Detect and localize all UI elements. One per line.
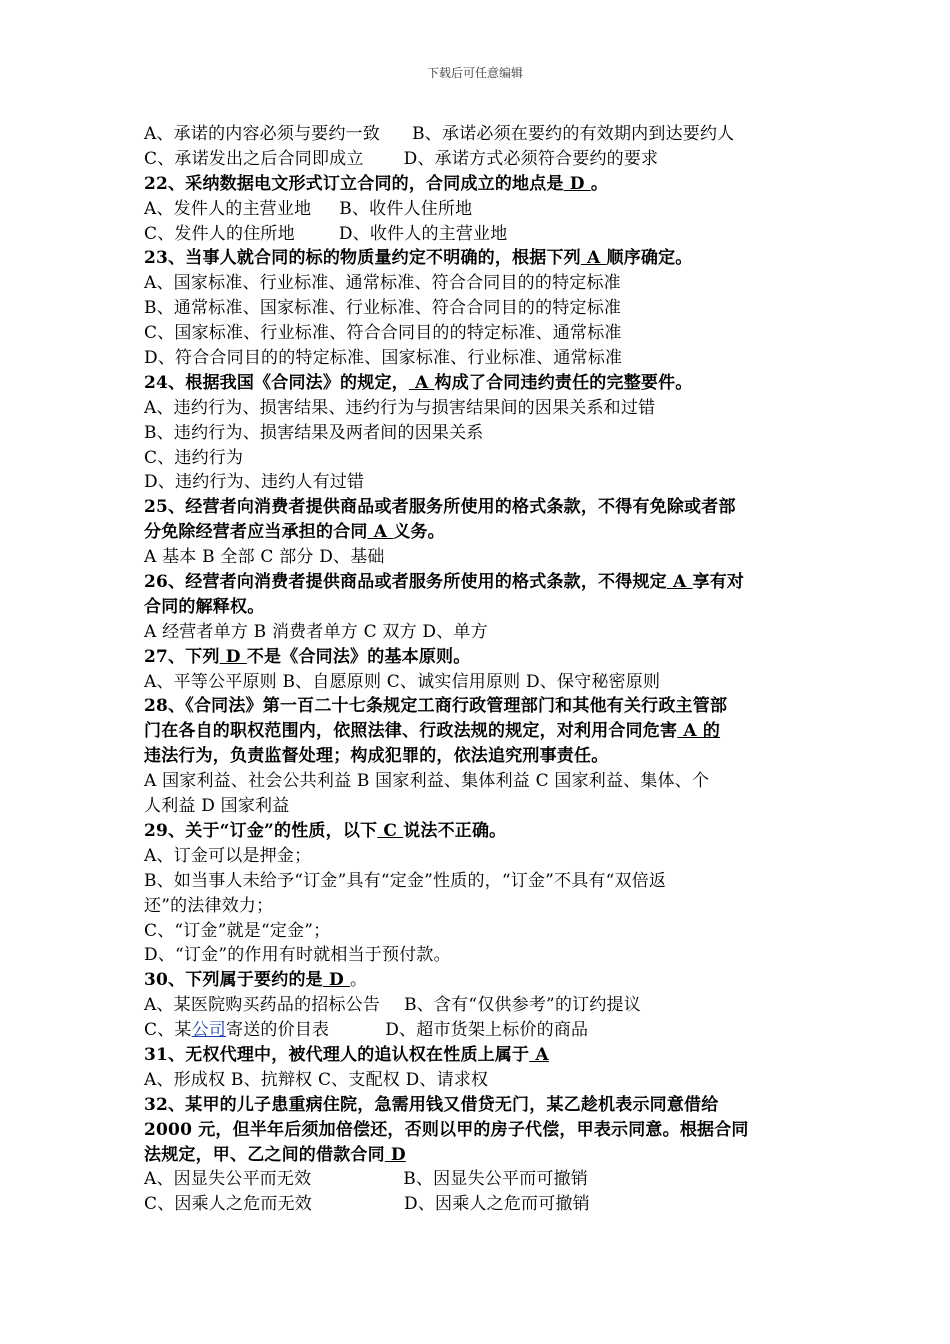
option-text: A、订金可以是押金； (144, 845, 312, 866)
option-a: A、因显失公平而无效 (144, 1169, 312, 1190)
question-text: 27、下列 (144, 646, 220, 667)
question-text: 30、下列属于要约的是 (144, 970, 323, 991)
option-line (144, 396, 810, 421)
answer-blank: D (322, 970, 351, 991)
answer-blank: A (580, 248, 607, 269)
answer-blank: A (529, 1044, 549, 1065)
question-line (144, 744, 810, 769)
question-text-tail: 不是《合同法》的基本原则。 (246, 646, 471, 667)
question-text: 2000 元，但半年后须加倍偿还，否则以甲的房子代偿，甲表示同意。根据合同 (144, 1119, 749, 1140)
question-text: 29、关于“订金”的性质，以下 (144, 820, 378, 841)
option-text: A、国家标准、行业标准、通常标准、符合合同目的的特定标准 (144, 273, 621, 294)
option-line (144, 446, 810, 471)
option-a: C、发件人的住所地 (144, 223, 295, 244)
question-text: 32、某甲的儿子患重病住院，急需用钱又借贷无门，某乙趁机表示同意借给 (144, 1094, 719, 1115)
question-text: 门在各自的职权范围内，依照法律、行政法规的规定，对利用合同危害 (144, 721, 678, 742)
option-line (144, 620, 810, 645)
option-line (144, 993, 810, 1018)
option-text: D、符合合同目的的特定标准、国家标准、行业标准、通常标准 (144, 348, 623, 369)
answer-blank: A 的 (677, 721, 721, 742)
option-text: C、违约行为 (144, 447, 244, 468)
question-line (144, 595, 810, 620)
option-line (144, 794, 810, 819)
option-line (144, 296, 810, 321)
option-b: B、因显失公平而可撤销 (403, 1169, 588, 1190)
option-line (144, 271, 810, 296)
question-line (144, 694, 810, 719)
answer-blank: A (666, 572, 693, 593)
option-b: D、收件人的主营业地 (338, 223, 508, 244)
option-text: A 经营者单方 B 消费者单方 C 双方 D、单方 (144, 621, 488, 642)
question-line (144, 968, 810, 993)
option-b: B、含有“仅供参考”的订约提议 (404, 995, 641, 1016)
company-link[interactable]: 公司 (191, 1020, 227, 1041)
option-line (144, 321, 810, 346)
question-text: 24、根据我国《合同法》的规定， (144, 372, 409, 393)
option-text: 还”的法律效力； (144, 895, 274, 916)
option-line (144, 769, 810, 794)
page-header: 下载后可任意编辑 (426, 66, 523, 80)
question-text-tail: 顺序确定。 (606, 248, 693, 269)
option-line (144, 346, 810, 371)
question-text-tail: 构成了合同违约责任的完整要件。 (434, 372, 693, 393)
question-text: 28、《合同法》第一百二十七条规定工商行政管理部门和其他有关行政主管部 (144, 696, 728, 717)
question-text: 26、经营者向消费者提供商品或者服务所使用的格式条款，不得规定 (144, 572, 667, 593)
option-line (144, 197, 810, 222)
question-text-tail: 义务。 (393, 522, 445, 543)
question-line (144, 719, 810, 744)
option-a-suffix: 寄送的价目表 (226, 1020, 330, 1041)
option-line (144, 147, 810, 172)
question-line (144, 819, 810, 844)
question-line (144, 570, 810, 595)
option-line (144, 919, 810, 944)
question-text-tail: 。 (590, 173, 609, 194)
option-line (144, 545, 810, 570)
question-text-tail: 说法不正确。 (403, 820, 507, 841)
question-line (144, 1093, 810, 1118)
option-a-prefix: C、某 (144, 1020, 192, 1041)
option-text: A 基本 B 全部 C 部分 D、基础 (144, 547, 385, 568)
question-text-tail: 。 (350, 970, 368, 991)
option-line (144, 869, 810, 894)
question-line (144, 246, 810, 271)
option-line (144, 1018, 810, 1043)
option-a: A、承诺的内容必须与要约一致 (144, 124, 381, 144)
answer-blank: C (377, 820, 404, 841)
option-text: A 国家利益、社会公共利益 B 国家利益、集体利益 C 国家利益、集体、个 (144, 771, 710, 792)
option-text: D、违约行为、违约人有过错 (144, 472, 365, 493)
option-line (144, 470, 810, 495)
option-text: B、通常标准、国家标准、行业标准、符合合同目的的特定标准 (144, 298, 622, 319)
option-text: A、形成权 B、抗辩权 C、支配权 D、请求权 (144, 1069, 489, 1090)
question-text: 法规定，甲、乙之间的借款合同 (144, 1144, 385, 1165)
option-text: B、如当事人未给予“订金”具有“定金”性质的，“订金”不具有“双倍返 (144, 870, 667, 891)
option-line (144, 222, 810, 247)
question-line (144, 1043, 810, 1068)
option-text: C、“订金”就是“定金”； (144, 920, 331, 941)
option-b: D、超市货架上标价的商品 (385, 1020, 589, 1041)
question-text: 合同的解释权。 (144, 596, 265, 617)
question-text: 25、经营者向消费者提供商品或者服务所使用的格式条款，不得有免除或者部 (144, 497, 736, 518)
option-a: C、因乘人之危而无效 (144, 1194, 313, 1215)
question-line (144, 645, 810, 670)
option-line (144, 421, 810, 446)
answer-blank: D (563, 173, 591, 194)
option-line (144, 670, 810, 695)
option-text: D、“订金”的作用有时就相当于预付款。 (144, 945, 451, 966)
question-line (144, 172, 810, 197)
option-text: A、违约行为、损害结果、违约行为与损害结果间的因果关系和过错 (144, 397, 656, 418)
option-a: A、某医院购买药品的招标公告 (144, 995, 381, 1016)
option-text: A、平等公平原则 B、自愿原则 C、诚实信用原则 D、保守秘密原则 (144, 671, 661, 692)
question-line (144, 1118, 810, 1143)
option-text: C、国家标准、行业标准、符合合同目的的特定标准、通常标准 (144, 323, 622, 344)
question-text: 违法行为，负责监督处理；构成犯罪的，依法追究刑事责任。 (144, 746, 609, 767)
option-b: B、收件人住所地 (339, 198, 473, 219)
option-line (144, 1192, 810, 1217)
question-line (144, 371, 810, 396)
answer-blank: D (384, 1144, 406, 1165)
option-text: 人利益 D 国家利益 (144, 796, 290, 817)
answer-blank: D (219, 646, 247, 667)
question-line (144, 495, 810, 520)
question-text: 23、当事人就合同的标的物质量约定不明确的，根据下列 (144, 248, 581, 269)
document-body (144, 122, 810, 1217)
option-a: C、承诺发出之后合同即成立 (144, 148, 364, 169)
answer-blank: A (367, 522, 394, 543)
option-line (144, 1068, 810, 1093)
answer-blank: A (408, 372, 435, 393)
option-b: B、承诺必须在要约的有效期内到达要约人 (412, 124, 735, 144)
question-text: 22、采纳数据电文形式订立合同的，合同成立的地点是 (144, 173, 564, 194)
option-line (144, 943, 810, 968)
question-line (144, 520, 810, 545)
question-text: 31、无权代理中，被代理人的追认权在性质上属于 (144, 1044, 530, 1065)
question-text: 分免除经营者应当承担的合同 (144, 522, 368, 543)
option-line (144, 1167, 810, 1192)
option-line (144, 894, 810, 919)
option-a: A、发件人的主营业地 (144, 198, 312, 219)
question-text-tail: 享有对 (692, 572, 745, 593)
option-line (144, 122, 810, 147)
option-b: D、因乘人之危而可撤销 (404, 1194, 590, 1215)
option-b: D、承诺方式必须符合要约的要求 (403, 148, 659, 169)
option-line (144, 844, 810, 869)
question-line (144, 1143, 810, 1168)
option-text: B、违约行为、损害结果及两者间的因果关系 (144, 422, 484, 443)
